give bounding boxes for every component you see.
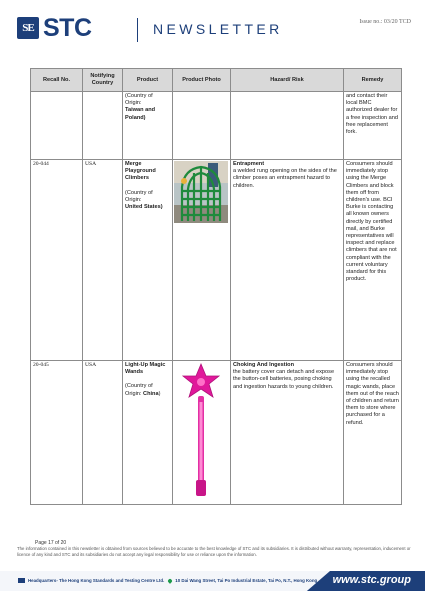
product-photo [173,160,231,361]
recall-table [30,68,402,505]
hazard-text: a welded rung opening on the sides of the climber poses an entrapment hazard to children. [233,168,337,189]
origin-close: ) [158,390,161,397]
product-photo [173,92,231,160]
product-cell [123,160,173,361]
hazard-cell [231,92,344,160]
origin-line [125,383,170,397]
product-photo [173,361,231,505]
origin-value: China [143,390,159,397]
table-row [31,92,402,160]
table-row [31,160,402,361]
headquarters-line [18,578,317,583]
col-remedy: Remedy [344,69,402,92]
table-header-row [31,69,402,92]
recall-no: 20-044 [31,160,83,361]
product-name: Light-Up Magic Wands [125,362,166,376]
website-link[interactable]: www.stc.group [332,574,411,586]
hq-name: - The Hong Kong Standards and Testing Centre Ltd. [56,578,165,583]
hazard-cell [231,361,344,505]
notifying-country: USA [83,361,123,505]
page-header [0,0,425,50]
col-notifying-country: Notifying Country [83,69,123,92]
col-hazard-risk: Hazard/ Risk [231,69,344,92]
hq-label: Headquarters [28,578,57,583]
recall-no [31,92,83,160]
hazard-text: the battery cover can detach and expose the button-cell batteries, posing choking and ingestion hazards to young children. [233,369,335,390]
newsletter-title: NEWSLETTER [153,21,283,37]
origin-label: (Country of Origin: [125,383,153,397]
col-product: Product [123,69,173,92]
magic-wand-photo [174,362,228,500]
logo-mark: SE [17,17,39,39]
col-product-photo: Product Photo [173,69,231,92]
location-pin-icon [167,578,173,584]
stc-logo [17,14,92,42]
col-recall-no: Recall No. [31,69,83,92]
building-icon [18,578,25,583]
remedy: Consumers should immediately stop using the Merge Climbers and block them off from children's use. BCI Burke is contacting all known owners directly by certified mail, and Burke representatives will inspect and replace climbers that are not compliant with the current voluntary standard for this product. [344,160,402,361]
notifying-country [83,92,123,160]
logo-text: STC [43,14,92,42]
recall-no: 20-045 [31,361,83,505]
product-cell [123,92,173,160]
header-divider [137,18,138,42]
notifying-country: USA [83,160,123,361]
hazard-cell [231,160,344,361]
climber-photo [174,161,228,223]
origin-label: (Country of Origin: [125,93,153,107]
remedy: Consumers should immediately stop using the recalled magic wands, place them out of the reach of children and return them to store where purchased for a refund. [344,361,402,505]
hazard-title: Choking And Ingestion [233,362,295,368]
page-number: Page 17 of 20 [35,540,67,546]
origin-label: (Country of Origin: [125,189,153,203]
hazard-title: Entrapment [233,161,265,167]
remedy: and contact their local BMC authorized dealer for a free inspection and free replacement fork. [344,92,402,160]
product-name: Merge Playground Climbers [125,161,156,182]
table-row [31,361,402,505]
disclaimer: The information contained in this newsletter is obtained from sources believed to be accurate to the best knowledge of STC and its subsidiaries. It is distributed without warranty, representation, inducement or licence of any kind and STC and its subsidiaries do not accept any legal responsibility for use or reliance upon the information. [17,546,411,557]
issue-number: Issue no.: 03/20 TCD [359,19,411,25]
origin-value: United States) [125,204,163,211]
hq-address: 10 Dai Wang Street, Tai Po Industrial Estate, Tai Po, N.T., Hong Kong [175,578,318,583]
origin-value: Taiwan and Poland) [125,107,156,121]
product-cell [123,361,173,505]
